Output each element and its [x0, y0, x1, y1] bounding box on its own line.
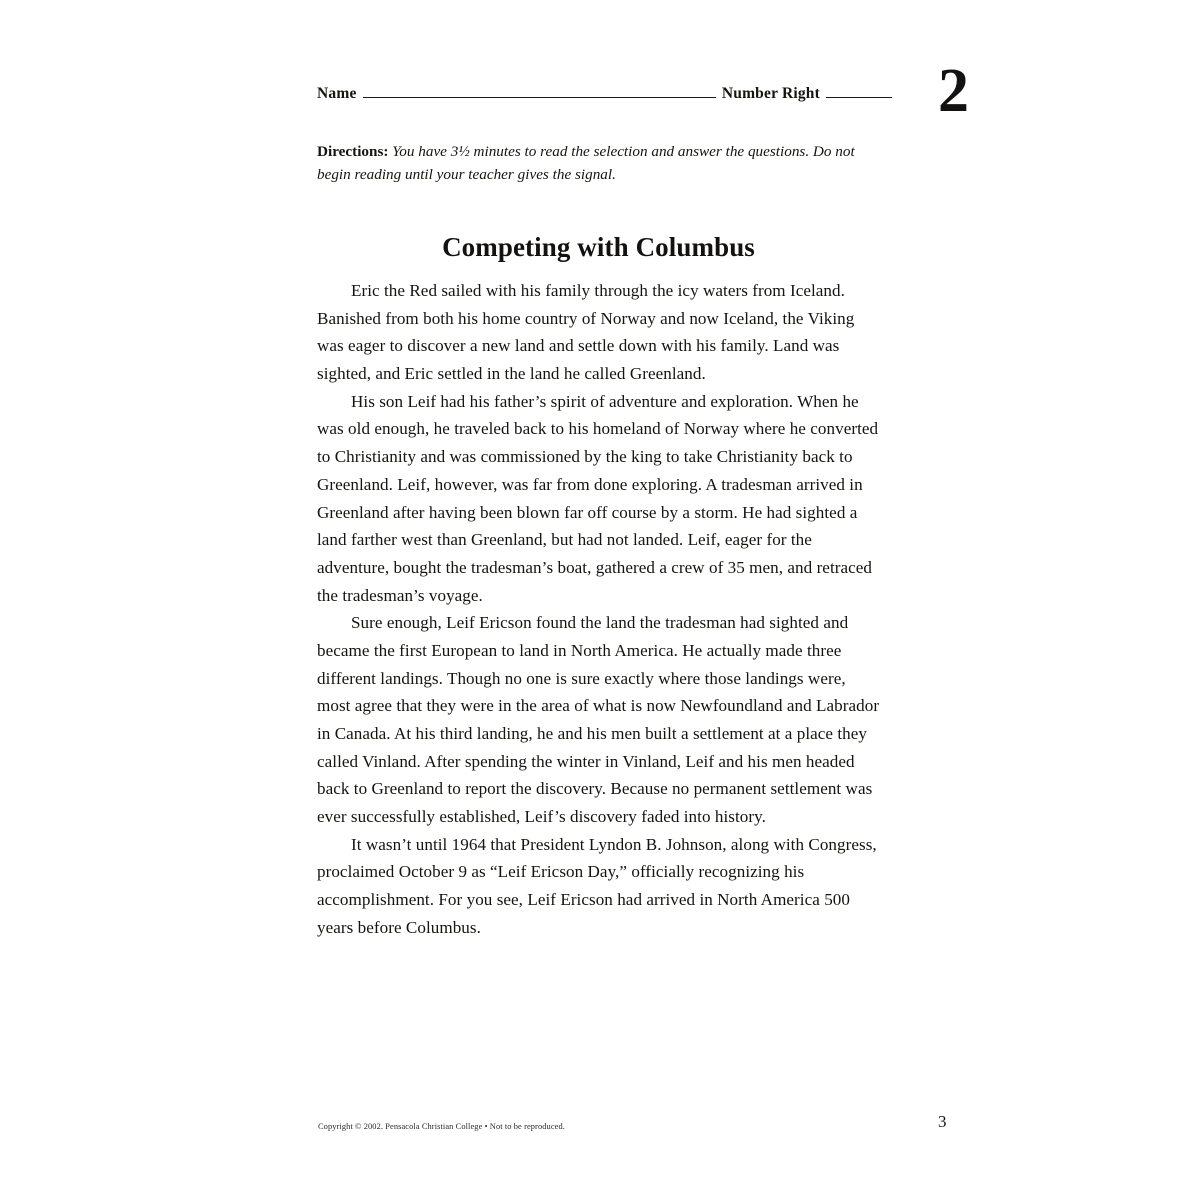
number-right-field-label: Number Right	[721, 85, 820, 102]
worksheet-header	[317, 84, 892, 103]
copyright-notice: Copyright © 2002. Pensacola Christian College • Not to be reproduced.	[318, 1122, 565, 1131]
name-field-blank[interactable]	[363, 84, 716, 98]
name-field-label: Name	[317, 85, 357, 102]
page-number: 3	[938, 1112, 947, 1131]
article-paragraph: His son Leif had his father’s spirit of adventure and exploration. When he was old enough, he traveled back to his homeland of Norway where he converted to Christianity and was commissioned by the king to take Christianity back to Greenland. Leif, however, was far from done exploring. A tradesman arrived in Greenland after having been blown far off course by a storm. He had sighted a land farther west than Greenland, but had not landed. Leif, eager for the adventure, bought the tradesman’s boat, gathered a crew of 35 men, and retraced the tradesman’s voyage.	[317, 391, 879, 605]
directions-label: Directions:	[317, 143, 389, 160]
reading-selection	[317, 232, 880, 942]
article-paragraph: It wasn’t until 1964 that President Lyndon B. Johnson, along with Congress, proclaimed October 9 as “Leif Ericson Day,” officially recognizing his accomplishment. For you see, Leif Ericson had arrived in North America 500 years before Columbus.	[317, 834, 877, 937]
article-paragraph: Sure enough, Leif Ericson found the land the tradesman had sighted and became the first European to land in North America. He actually made three different landings. Though no one is sure exactly where those landings were, most agree that they were in the area of what is now Newfoundland and Labrador in Canada. At his third landing, he and his men built a settlement at a place they called Vinland. After spending the winter in Vinland, Leif and his men headed back to Greenland to report the discovery. Because no permanent settlement was ever successfully established, Leif’s discovery faded into history.	[317, 613, 880, 827]
article-title: Competing with Columbus	[442, 232, 755, 262]
article-paragraph: Eric the Red sailed with his family through the icy waters from Iceland. Banished from both his home country of Norway and now Iceland, the Viking was eager to discover a new land and settle down with his family. Land was sighted, and Eric settled in the land he called Greenland.	[317, 281, 855, 384]
lesson-number: 2	[938, 57, 968, 125]
directions-text: You have 3½ minutes to read the selection and answer the questions. Do not begin reading until your teacher gives the signal.	[317, 143, 855, 184]
number-right-field-blank[interactable]	[826, 84, 892, 98]
directions-block	[317, 140, 869, 186]
